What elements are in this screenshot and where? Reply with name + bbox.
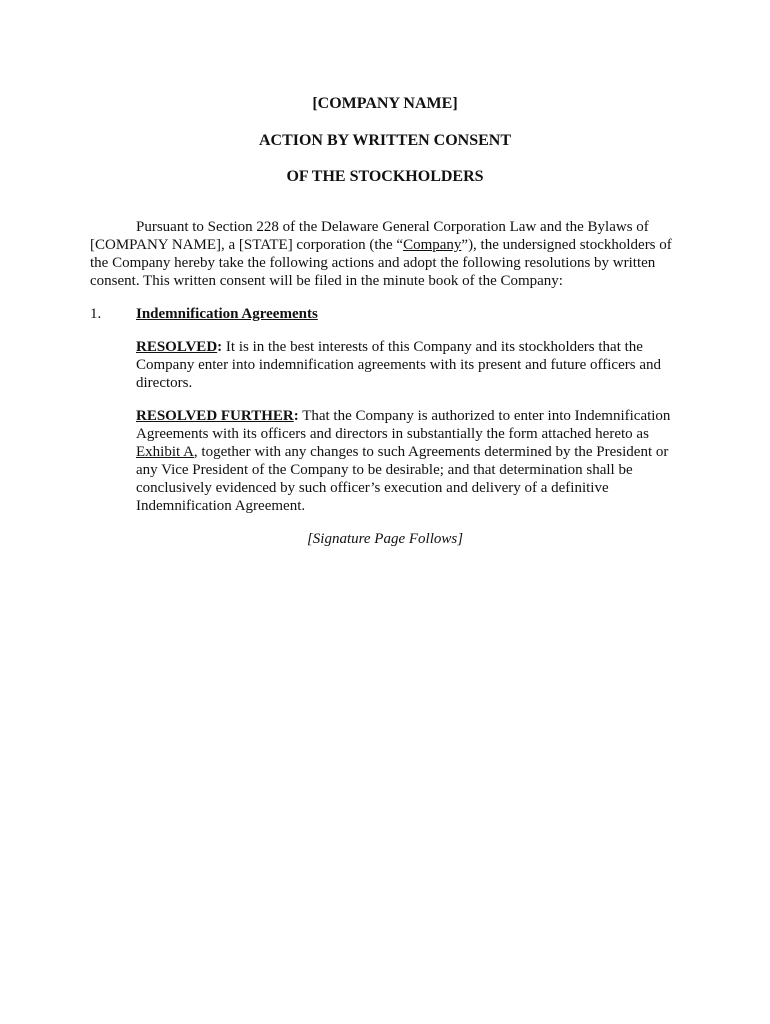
signature-page-note: [Signature Page Follows] (306, 531, 464, 547)
resolved-further-text-2: , together with any changes to such Agreements determined by the President or any Vice President of the Company to be desirable; and that determination shall be conclusively evidenced by such officer’s execution and delivery of a definitive Indemnification Agreement. (136, 444, 669, 514)
resolved-further-paragraph (136, 407, 688, 515)
resolved-further-label: RESOLVED FURTHER (136, 408, 294, 424)
resolved-colon: : (217, 339, 223, 355)
section-number: 1. (90, 306, 102, 322)
resolved-label: RESOLVED (136, 339, 218, 355)
section-title: Indemnification Agreements (136, 306, 318, 322)
exhibit-reference: Exhibit A (136, 444, 194, 460)
resolved-paragraph (136, 338, 688, 392)
resolved-further-text-1: That the Company is authorized to enter into Indemnification Agreements with its officers and directors in substantially the form attached hereto as (136, 408, 671, 442)
defined-term-company: Company (403, 237, 462, 253)
intro-text-part2: ”), the undersigned stockholders of the Company hereby take the following actions and adopt the following resolutions by written consent. This written consent will be filed in the minute book of the Company: (90, 237, 672, 289)
title-heading: ACTION BY WRITTEN CONSENT (258, 132, 512, 149)
subtitle-heading: OF THE STOCKHOLDERS (286, 168, 484, 185)
intro-text-part1: Pursuant to Section 228 of the Delaware General Corporation Law and the Bylaws of [COMPANY NAME], a [STATE] corporation (the “ (90, 219, 649, 253)
company-name-heading: [COMPANY NAME] (312, 95, 458, 112)
resolved-further-colon: : (293, 408, 299, 424)
intro-paragraph (90, 218, 690, 290)
resolved-text: It is in the best interests of this Company and its stockholders that the Company enter into indemnification agreements with its present and future officers and directors. (136, 339, 661, 391)
